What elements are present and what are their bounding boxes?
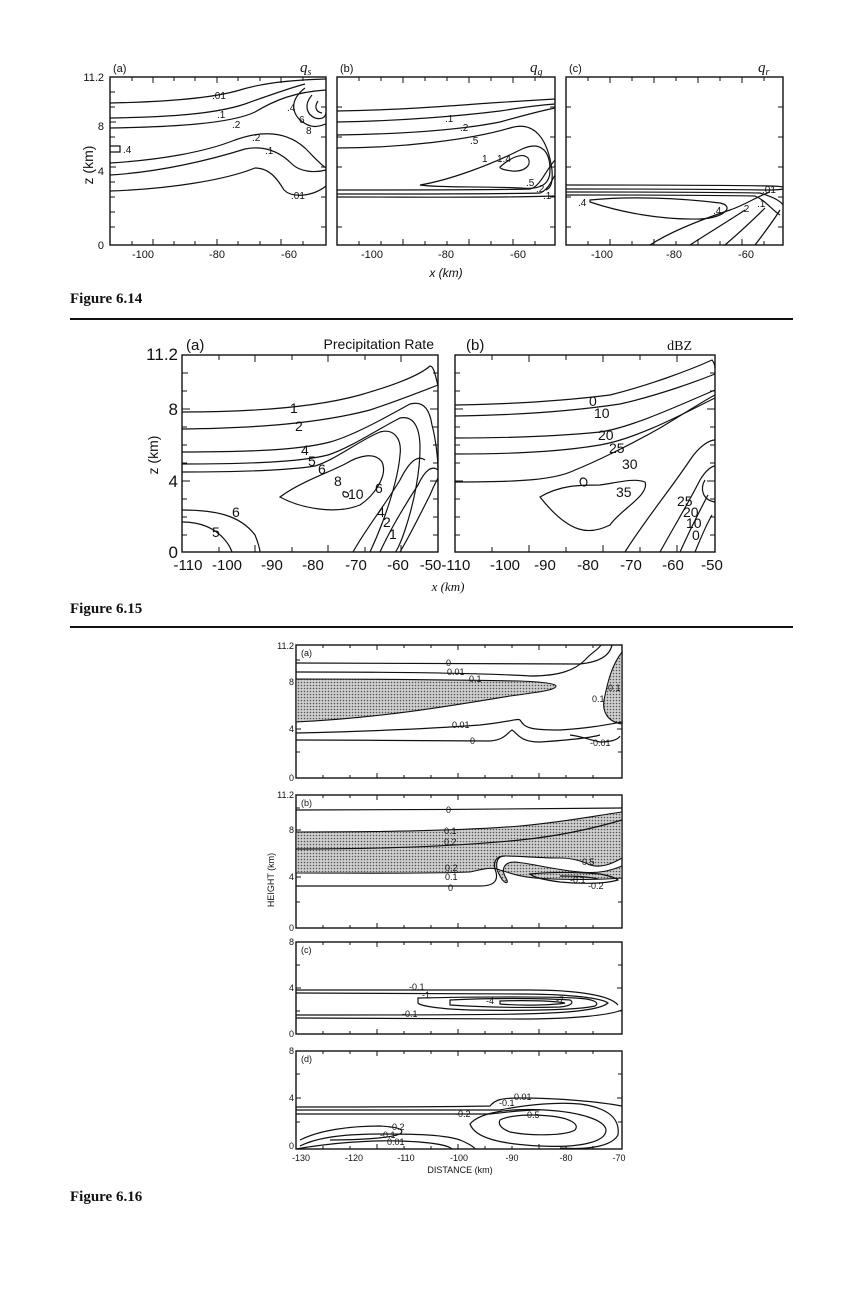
x-tick: -110: [173, 557, 203, 574]
contour-label: 0: [448, 883, 454, 893]
contour-label: 0.5: [582, 857, 595, 867]
y-tick: 4: [168, 472, 178, 491]
fig616d-labels: [380, 1092, 540, 1147]
y-tick: 4: [288, 872, 294, 882]
x-tick: -100: [590, 249, 614, 261]
x-tick: -100: [449, 1153, 469, 1163]
variable-label: $q_g$: [530, 60, 543, 78]
figure-caption: Figure 6.15: [70, 601, 143, 617]
panel-tag: (a): [113, 63, 127, 75]
contour-label: .2: [460, 123, 469, 134]
panel-tag: (c): [301, 945, 312, 955]
contour-label: -4: [486, 996, 495, 1006]
contour-label: 1: [482, 154, 488, 165]
x-tick: -90: [261, 557, 283, 574]
y-axis-label: HEIGHT (km): [266, 852, 276, 908]
contour-label: -0.5: [524, 1110, 540, 1120]
x-tick: -100: [211, 557, 243, 574]
fig616c-contours: [296, 990, 622, 1019]
contour-label: 4: [377, 504, 385, 520]
contour-label: .1: [757, 199, 766, 210]
contour-label: 2: [383, 514, 391, 530]
contour-label: -0.01: [590, 738, 611, 748]
panel-title: Precipitation Rate: [323, 336, 434, 352]
panel-tag: (d): [301, 1054, 312, 1064]
contour-label: .01: [212, 91, 226, 102]
contour-label: 0.01: [514, 1092, 532, 1102]
x-tick: -100: [360, 249, 384, 261]
panel-tag: (b): [340, 63, 354, 75]
y-tick: 11.2: [277, 790, 294, 800]
figure-6-14: [70, 60, 793, 319]
contour-label: .4: [287, 103, 296, 114]
fig614c-contours: [566, 185, 783, 245]
contour-label: 0.1: [608, 683, 621, 693]
contour-label: .4: [123, 145, 132, 156]
contour-label: 0.01: [387, 1137, 405, 1147]
contour-label: 6: [232, 504, 240, 520]
contour-label: -0.2: [588, 881, 604, 891]
x-tick: -130: [291, 1153, 311, 1163]
fig616d-contours: [296, 1098, 622, 1149]
x-tick: -60: [281, 249, 297, 261]
contour-label: -0.2: [389, 1122, 405, 1132]
contour-label: 5: [308, 453, 316, 469]
x-tick-joined: -50-110: [419, 557, 471, 574]
y-tick: 8: [288, 1046, 294, 1056]
x-tick: -80: [302, 557, 324, 574]
x-tick: -60: [387, 557, 409, 574]
y-tick: 4: [288, 724, 294, 734]
contour-label: 0.1: [592, 694, 605, 704]
contour-label: .2: [536, 184, 545, 195]
y-tick: 8: [168, 400, 178, 419]
contour-label: -0.1: [409, 982, 425, 992]
contour-label: 20: [683, 504, 699, 520]
y-tick: 0: [97, 240, 104, 252]
contour-label: -0.2: [455, 1109, 471, 1119]
y-axis-label: z (km): [145, 435, 161, 475]
fig614b-labels: [445, 114, 552, 202]
figure-6-16: [70, 641, 626, 1205]
contour-label: 4: [301, 442, 309, 458]
panel-tag: (b): [301, 798, 312, 808]
contour-label: 0: [446, 805, 452, 815]
x-axis-label: DISTANCE (km): [427, 1165, 493, 1175]
contour-label: -0.1: [380, 1130, 396, 1140]
fig614-ticks: [110, 77, 783, 245]
contour-label: 35: [616, 484, 632, 500]
x-tick: -80: [577, 557, 599, 574]
contour-label: 0.2: [444, 837, 457, 847]
contour-label: .1: [265, 146, 274, 157]
panel-b-frame: [337, 77, 555, 245]
x-tick: -70: [612, 1153, 626, 1163]
contour-label: 0: [446, 658, 452, 668]
panel-title: dBZ: [667, 339, 692, 354]
contour-label: .1: [217, 110, 226, 121]
y-tick: 4: [97, 166, 104, 178]
y-tick: 8: [97, 121, 104, 133]
y-axis-label: z (km): [80, 145, 96, 185]
contour-label: .01: [762, 185, 776, 196]
fig616a-labels: [446, 658, 621, 748]
x-tick: -90: [534, 557, 556, 574]
contour-label: 0.1: [445, 872, 458, 882]
contour-label: 10: [686, 515, 702, 531]
contour-label: 6: [318, 461, 326, 477]
contour-label: .1: [543, 191, 552, 202]
contour-label: .2: [232, 120, 241, 131]
fig616-x-ticks: [292, 1153, 626, 1163]
y-tick: 4: [288, 1093, 294, 1103]
y-tick: 4: [288, 983, 294, 993]
contour-label: .4: [713, 206, 722, 217]
contour-label: 0: [692, 527, 700, 543]
x-tick: -110: [397, 1153, 415, 1163]
x-tick: -50: [701, 557, 723, 574]
contour-label: 1: [389, 526, 397, 542]
contour-label: 1.4: [497, 154, 511, 165]
contour-label: .2: [741, 204, 750, 215]
panel-tag: (b): [466, 337, 485, 354]
contour-label: 6: [375, 480, 383, 496]
contour-label: 0: [470, 736, 476, 746]
contour-label: .1: [445, 114, 454, 125]
y-tick: 8: [288, 825, 294, 835]
panel-tag: (a): [301, 648, 312, 658]
contour-label: 0.01: [447, 667, 465, 677]
y-tick: 11.2: [277, 641, 294, 651]
figure-6-15: [70, 336, 793, 627]
panel-c-frame: [296, 942, 622, 1034]
contour-label: 10: [348, 486, 364, 502]
contour-label: -0.1: [570, 875, 586, 885]
contour-label: 20: [598, 427, 614, 443]
contour-label: -7: [556, 995, 565, 1005]
y-tick: 11.2: [83, 72, 104, 84]
contour-label: 0.2: [445, 863, 458, 873]
x-tick: -80: [438, 249, 454, 261]
x-tick: -60: [738, 249, 754, 261]
x-tick: -70: [345, 557, 367, 574]
x-axis-label: x (km): [429, 266, 463, 280]
contour-label: 0.1: [469, 674, 482, 684]
y-tick: 0: [288, 1029, 294, 1039]
y-tick: 11.2: [146, 345, 178, 364]
contour-label: 0.01: [452, 720, 470, 730]
x-tick: -120: [344, 1153, 364, 1163]
contour-label: .5: [470, 136, 479, 147]
x-tick: -60: [510, 249, 526, 261]
panel-tag: (c): [569, 63, 582, 75]
x-tick: -90: [505, 1153, 519, 1163]
contour-label: 8: [334, 473, 342, 489]
y-tick: 0: [288, 773, 294, 783]
contour-label: 10: [594, 405, 610, 421]
contour-label: 25: [609, 440, 625, 456]
contour-label: .01: [291, 191, 305, 202]
contour-label: .2: [252, 133, 261, 144]
contour-label: 5: [212, 524, 220, 540]
contour-label: 0: [589, 393, 597, 409]
x-tick: -100: [489, 557, 521, 574]
contour-label: 1: [290, 400, 298, 416]
contour-label: 25: [677, 493, 693, 509]
y-tick: 8: [288, 677, 294, 687]
panel-tag: (a): [186, 337, 205, 354]
figure-caption: Figure 6.16: [70, 1189, 143, 1205]
x-tick: -100: [131, 249, 155, 261]
contour-label: -1: [422, 990, 431, 1000]
y-tick: 0: [288, 1141, 294, 1151]
x-tick: -70: [620, 557, 642, 574]
contour-label: -0.1: [402, 1009, 418, 1019]
x-tick: -80: [209, 249, 225, 261]
contour-label: .4: [578, 198, 587, 209]
x-tick: -80: [559, 1153, 573, 1163]
fig616-y-ticks: [277, 641, 294, 1151]
fig615b-contours: [455, 360, 715, 552]
y-tick: 8: [288, 937, 294, 947]
y-tick: 0: [288, 923, 294, 933]
contour-label: 2: [295, 418, 303, 434]
contour-label: 0.1: [444, 826, 457, 836]
x-tick: -60: [662, 557, 684, 574]
contour-label: -0.1: [499, 1098, 515, 1108]
variable-label: $q_r$: [758, 60, 770, 78]
x-tick: -80: [666, 249, 682, 261]
fig615-ticks: [182, 355, 715, 552]
contour-label: .5: [526, 178, 535, 189]
x-axis-label: x (km): [431, 579, 465, 594]
y-tick: 0: [168, 543, 178, 562]
figure-caption: Figure 6.14: [70, 291, 143, 307]
contour-label: 6: [299, 115, 305, 126]
fig615-x-ticks: [174, 557, 723, 574]
contour-label: 8: [306, 126, 312, 137]
panel-c-frame: [566, 77, 783, 245]
contour-label: 30: [622, 456, 638, 472]
variable-label: $q_s$: [300, 60, 312, 78]
